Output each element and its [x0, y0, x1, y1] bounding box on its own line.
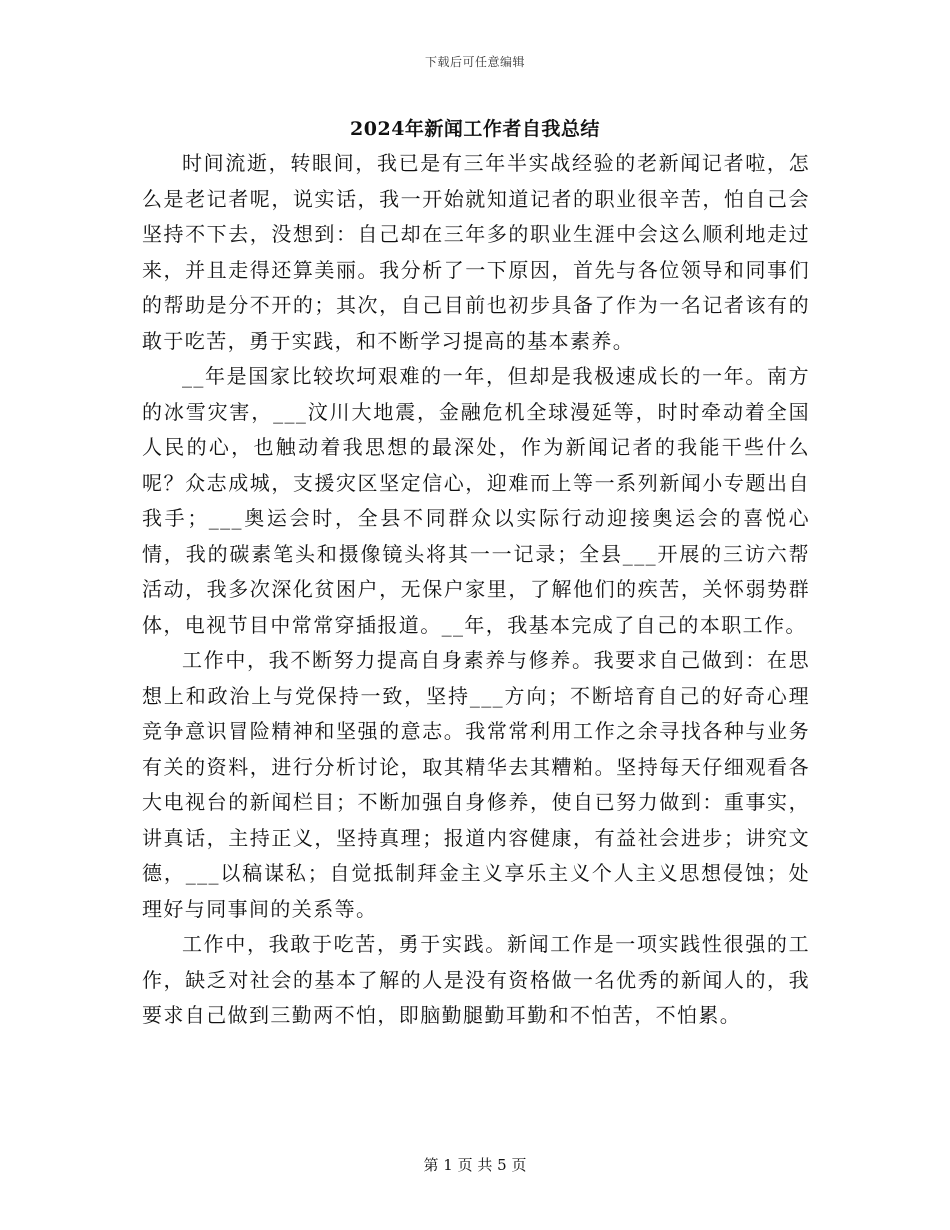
paragraph-hard-work: 工作中，我敢于吃苦，勇于实践。新闻工作是一项实践性很强的工作，缺乏对社会的基本了解的人是没有资格做一名优秀的新闻人的，我要求自己做到三勤两不怕，即脑勤腿勤耳勤和不怕苦，不怕累。	[142, 932, 810, 1027]
page-header-note: 下载后可任意编辑	[424, 55, 525, 69]
paragraph-self-improvement: 工作中，我不断努力提高自身素养与修养。我要求自己做到：在思想上和政治上与党保持一致，坚持___方向；不断培育自己的好奇心理竞争意识冒险精神和坚强的意志。我常常利用工作之余寻找各种与业务有关的资料，进行分析讨论，取其精华去其糟粕。坚持每天仔细观看各大电视台的新闻栏目；不断加强自身修养，使自已努力做到：重事实，讲真话，主持正义，坚持真理；报道内容健康，有益社会进步；讲究文德，___以稿谋私；自觉抵制拜金主义享乐主义个人主义思想侵蚀；处理好与同事间的关系等。	[142, 648, 810, 921]
page-footer-number: 第 1 页 共 5 页	[423, 1156, 527, 1174]
paragraph-year-review: __年是国家比较坎坷艰难的一年，但却是我极速成长的一年。南方的冰雪灾害，___汶川大地震，金融危机全球漫延等，时时牵动着全国人民的心，也触动着我思想的最深处，作为新闻记者的我能干些什么呢？众志成城，支援灾区坚定信心，迎难而上等一系列新闻小专题出自我手；___奥运会时，全县不同群众以实际行动迎接奥运会的喜悦心情，我的碳素笔头和摄像镜头将其一一记录；全县___开展的三访六帮活动，我多次深化贫困户，无保户家里，了解他们的疾苦，关怀弱势群体，电视节目中常常穿插报道。__年，我基本完成了自己的本职工作。	[142, 364, 810, 637]
document-body	[142, 146, 810, 1034]
paragraph-intro: 时间流逝，转眼间，我已是有三年半实战经验的老新闻记者啦，怎么是老记者呢，说实话，我一开始就知道记者的职业很辛苦，怕自己会坚持不下去，没想到：自己却在三年多的职业生涯中会这么顺利地走过来，并且走得还算美丽。我分析了一下原因，首先与各位领导和同事们的帮助是分不开的；其次，自己目前也初步具备了作为一名记者该有的敢于吃苦，勇于实践，和不断学习提高的基本素养。	[142, 151, 810, 353]
document-title: 2024年新闻工作者自我总结	[350, 118, 600, 140]
